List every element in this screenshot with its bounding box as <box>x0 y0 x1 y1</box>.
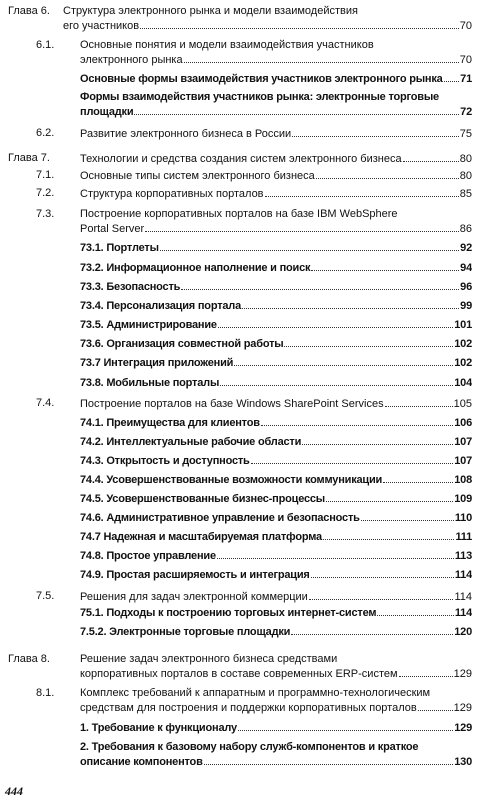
toc-entry-title: 73.4. Персонализация портала <box>80 300 242 312</box>
toc-entry-page: 101 <box>454 319 472 331</box>
toc-entry-page: 80 <box>459 153 472 165</box>
toc-entry-title: 73.3. Безопасность <box>80 281 181 293</box>
dot-leader <box>292 126 459 137</box>
toc-entry-page: 94 <box>460 262 472 274</box>
toc-entry-body <box>80 298 472 312</box>
page-number: 444 <box>5 784 23 798</box>
dot-leader <box>311 567 454 578</box>
toc-entry-page: 85 <box>459 188 472 200</box>
toc-entry-page: 70 <box>459 54 472 66</box>
toc-entry-page: 111 <box>455 531 472 543</box>
toc-entry-body <box>80 90 472 118</box>
toc-entry-number: Глава 6. <box>8 5 50 17</box>
toc-entry-page: 75 <box>459 128 472 140</box>
toc-entry-body <box>80 472 472 486</box>
toc-entry-page: 113 <box>454 550 472 562</box>
toc-entry-title: Основные понятия и модели взаимодействия участников <box>80 39 374 51</box>
toc-entry-title: Комплекс требований к аппаратным и программно-технологическим <box>80 687 431 699</box>
toc-entry-body <box>80 740 472 768</box>
toc-entry-body <box>63 4 472 32</box>
toc-entry-body <box>80 491 472 505</box>
toc-entry-page: 105 <box>453 398 472 410</box>
dot-leader <box>418 700 453 711</box>
toc-entry-title: 74.1. Преимущества для клиентов <box>80 417 260 429</box>
toc-entry-body <box>80 126 472 140</box>
dot-leader <box>311 260 459 271</box>
dot-leader <box>181 279 459 290</box>
toc-entry-page: 129 <box>453 702 472 714</box>
toc-entry-page: 129 <box>454 722 472 734</box>
toc-entry-number: 8.1. <box>36 687 55 699</box>
toc-entry-number: 7.2. <box>36 187 55 199</box>
toc-entry-title: 74.6. Административное управление и безопасность <box>80 512 360 524</box>
dot-leader <box>238 720 453 731</box>
dot-leader <box>302 434 453 445</box>
toc-entry-title: 73.2. Информационное наполнение и поиск <box>80 262 311 274</box>
toc-entry-title: электронного рынка <box>80 54 183 66</box>
toc-entry-number: 7.1. <box>36 169 55 181</box>
toc-entry-title: его участников <box>63 20 140 32</box>
dot-leader <box>377 605 454 616</box>
toc-entry-title: Формы взаимодействия участников рынка: электронные торговые <box>80 91 439 103</box>
dot-leader <box>261 415 453 426</box>
toc-entry-title: Построение корпоративных порталов на базе IBM WebSphere <box>80 208 398 220</box>
toc-entry-page: 120 <box>454 626 472 638</box>
toc-entry-title: 73.8. Мобильные порталы <box>80 377 220 389</box>
toc-entry-body <box>80 186 472 200</box>
toc-entry-body <box>80 453 472 467</box>
toc-entry-title: Решение задач электронного бизнеса средствами <box>80 653 338 665</box>
toc-entry-body <box>80 355 472 369</box>
dot-leader <box>403 151 459 162</box>
toc-entry-number: 7.4. <box>36 397 55 409</box>
toc-entry-body <box>80 686 472 714</box>
dot-leader <box>145 221 459 232</box>
toc-entry-title: 74.5. Усовершенствованные бизнес-процессы <box>80 493 325 505</box>
toc-entry-page: 110 <box>454 512 472 524</box>
toc-entry-title: Построение порталов на базе Windows SharePoint Services <box>80 398 384 410</box>
toc-entry-title: площадки <box>80 106 134 118</box>
toc-entry-title: Основные формы взаимодействия участников электронного рынка <box>80 73 443 85</box>
dot-leader <box>361 510 454 521</box>
toc-entry-body <box>80 605 472 619</box>
toc-entry-body <box>80 168 472 182</box>
dot-leader <box>316 168 459 179</box>
toc-entry-page: 86 <box>459 223 472 235</box>
toc-entry-body <box>80 415 472 429</box>
toc-entry-body <box>80 652 472 680</box>
dot-leader <box>444 71 460 82</box>
dot-leader <box>251 453 454 464</box>
dot-leader <box>326 491 453 502</box>
toc-entry-page: 108 <box>454 474 472 486</box>
toc-entry-title: 74.8. Простое управление <box>80 550 216 562</box>
dot-leader <box>220 375 453 386</box>
toc-entry-title: 73.1. Портлеты <box>80 242 159 254</box>
toc-entry-title: Структура электронного рынка и модели взаимодействия <box>63 5 358 17</box>
toc-entry-title: 73.6. Организация совместной работы <box>80 338 284 350</box>
dot-leader <box>323 529 455 540</box>
toc-entry-title: Решения для задач электронной коммерции <box>80 591 308 603</box>
toc-entry-number: 6.1. <box>36 39 55 51</box>
toc-entry-title: 74.3. Открытость и доступность <box>80 455 250 467</box>
toc-entry-body <box>80 720 472 734</box>
toc-entry-page: 106 <box>454 417 472 429</box>
toc-entry-body <box>80 38 472 66</box>
toc-entry-title: 74.2. Интеллектуальные рабочие области <box>80 436 302 448</box>
toc-entry-number: 6.2. <box>36 127 55 139</box>
toc-entry-title: 74.4. Усовершенствованные возможности коммуникации <box>80 474 383 486</box>
dot-leader <box>160 240 459 251</box>
toc-entry-body <box>80 589 472 603</box>
toc-entry-body <box>80 529 472 543</box>
toc-entry-page: 129 <box>453 668 472 680</box>
toc-entry-title: Развитие электронного бизнеса в России <box>80 128 292 140</box>
toc-entry-page: 107 <box>454 455 472 467</box>
toc-entry-title: Основные типы систем электронного бизнеса <box>80 170 315 182</box>
dot-leader <box>291 624 453 635</box>
toc-entry-page: 80 <box>459 170 472 182</box>
toc-entry-number: 7.3. <box>36 208 55 220</box>
toc-entry-title: Технологии и средства создания систем электронного бизнеса <box>80 153 402 165</box>
dot-leader <box>399 666 453 677</box>
toc-entry-title: средствам для построения и поддержки корпоративных порталов <box>80 702 417 714</box>
toc-entry-body <box>80 567 472 581</box>
toc-entry-page: 102 <box>454 357 472 369</box>
toc-entry-page: 92 <box>460 242 472 254</box>
toc-entry-page: 109 <box>454 493 472 505</box>
dot-leader <box>204 754 454 765</box>
toc-entry-title: 75.1. Подходы к построению торговых интернет-систем <box>80 607 377 619</box>
toc-entry-body <box>80 317 472 331</box>
dot-leader <box>309 589 454 600</box>
toc-entry-number: Глава 7. <box>8 152 50 164</box>
toc-entry-body <box>80 396 472 410</box>
toc-entry-page: 71 <box>460 73 472 85</box>
dot-leader <box>217 548 454 559</box>
toc-entry-title: 7.5.2. Электронные торговые площадки <box>80 626 291 638</box>
toc-entry-body <box>80 624 472 638</box>
toc-entry-title: корпоративных порталов в составе современных ERP-систем <box>80 668 398 680</box>
toc-entry-page: 104 <box>454 377 472 389</box>
toc-entry-number: 7.5. <box>36 590 55 602</box>
toc-entry-body <box>80 336 472 350</box>
toc-entry-number: Глава 8. <box>8 653 50 665</box>
toc-entry-body <box>80 151 472 165</box>
toc-entry-body <box>80 510 472 524</box>
toc-entry-title: 74.7 Надежная и масштабируемая платформа <box>80 531 322 543</box>
toc-entry-title: 73.7 Интеграция приложений <box>80 357 234 369</box>
toc-entry-body <box>80 375 472 389</box>
dot-leader <box>284 336 453 347</box>
toc-entry-title: 1. Требование к функционалу <box>80 722 237 734</box>
dot-leader <box>218 317 453 328</box>
toc-entry-body <box>80 548 472 562</box>
toc-entry-title: описание компонентов <box>80 756 203 768</box>
toc-entry-page: 102 <box>454 338 472 350</box>
toc-entry-body <box>80 260 472 274</box>
toc-entry-page: 114 <box>454 607 472 619</box>
toc-entry-page: 114 <box>454 591 472 603</box>
dot-leader <box>265 186 459 197</box>
toc-entry-body <box>80 279 472 293</box>
dot-leader <box>242 298 459 309</box>
toc-entry-title: 74.9. Простая расширяемость и интеграция <box>80 569 310 581</box>
dot-leader <box>134 104 459 115</box>
toc-entry-page: 70 <box>459 20 472 32</box>
toc-entry-page: 96 <box>460 281 472 293</box>
toc-entry-title: Структура корпоративных порталов <box>80 188 264 200</box>
toc-entry-page: 114 <box>454 569 472 581</box>
toc-entry-body <box>80 240 472 254</box>
toc-entry-title: Portal Server <box>80 223 145 235</box>
toc-entry-body <box>80 207 472 235</box>
toc-entry-body <box>80 434 472 448</box>
toc-entry-page: 99 <box>460 300 472 312</box>
dot-leader <box>184 52 459 63</box>
toc-entry-title: 73.5. Администрирование <box>80 319 217 331</box>
toc-entry-page: 107 <box>454 436 472 448</box>
toc-entry-body <box>80 71 472 85</box>
toc-entry-title: 2. Требования к базовому набору служб-компонентов и краткое <box>80 741 419 753</box>
dot-leader <box>385 396 453 407</box>
dot-leader <box>234 355 453 366</box>
dot-leader <box>383 472 453 483</box>
toc-entry-page: 72 <box>460 106 472 118</box>
dot-leader <box>140 18 459 29</box>
toc-entry-page: 130 <box>454 756 472 768</box>
